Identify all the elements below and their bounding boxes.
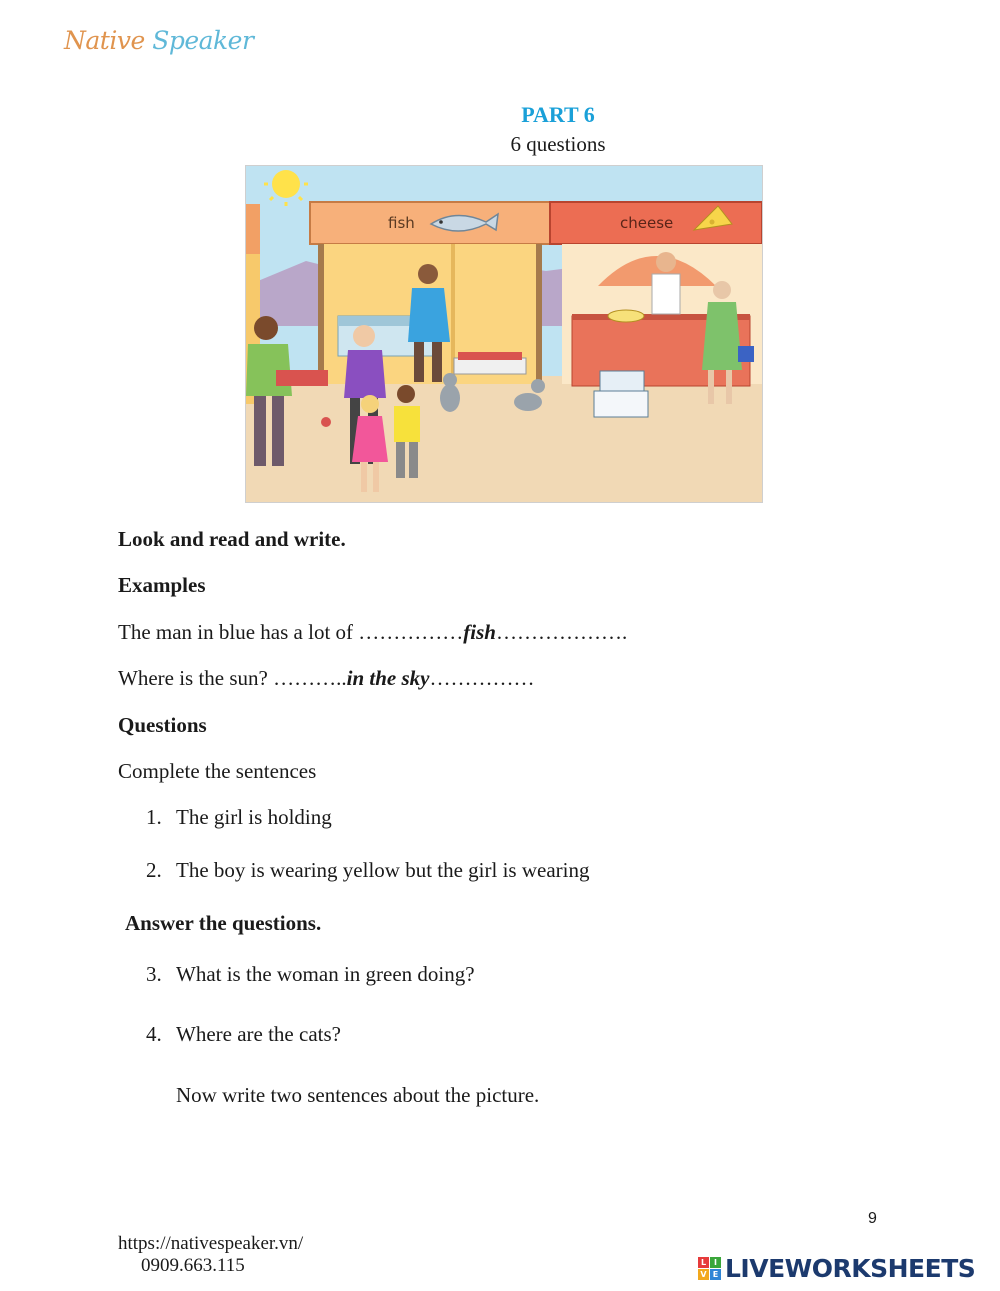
question-2-number: 2. bbox=[146, 858, 162, 882]
page-number: 9 bbox=[868, 1210, 877, 1227]
footer-url[interactable]: https://nativespeaker.vn/ bbox=[118, 1233, 304, 1254]
questions-heading: Questions bbox=[118, 713, 207, 737]
cheese-sign-label: cheese bbox=[620, 214, 674, 232]
apple bbox=[321, 417, 331, 427]
question-4-number: 4. bbox=[146, 1022, 162, 1046]
fish-sign-label: fish bbox=[388, 214, 415, 232]
footer-phone: 0909.663.115 bbox=[141, 1255, 245, 1276]
block-i: I bbox=[710, 1257, 721, 1268]
answer-questions-heading: Answer the questions. bbox=[125, 911, 322, 935]
liveworksheets-text: LIVEWORKSHEETS bbox=[725, 1254, 976, 1283]
question-2 bbox=[146, 858, 590, 883]
examples-heading: Examples bbox=[118, 573, 206, 597]
ground bbox=[246, 376, 762, 502]
question-1-number: 1. bbox=[146, 805, 162, 829]
example-1-dots: ………………. bbox=[495, 620, 628, 644]
question-3 bbox=[146, 962, 475, 987]
market-scene-illustration bbox=[245, 165, 763, 503]
example-2 bbox=[118, 666, 534, 691]
market-scene-svg bbox=[246, 166, 762, 502]
liveworksheets-logo bbox=[698, 1254, 975, 1283]
part-title: PART 6 bbox=[521, 102, 595, 127]
example-2-prompt: Where is the sun? ……….. bbox=[118, 666, 347, 690]
question-2-text: The boy is wearing yellow but the girl is wearing bbox=[176, 858, 590, 882]
block-v: V bbox=[698, 1269, 709, 1280]
block-l: L bbox=[698, 1257, 709, 1268]
cheese-seller bbox=[652, 252, 680, 314]
logo-word-native: Native bbox=[64, 26, 145, 55]
native-speaker-logo bbox=[64, 26, 253, 55]
shopping-bag bbox=[738, 346, 754, 362]
example-2-answer: in the sky bbox=[346, 666, 430, 690]
left-stall-awning bbox=[246, 204, 260, 254]
question-1 bbox=[146, 805, 332, 830]
tomatoes-tray bbox=[276, 370, 328, 386]
write-sentences-prompt: Now write two sentences about the picture. bbox=[176, 1083, 540, 1107]
question-4 bbox=[146, 1022, 341, 1047]
question-1-text: The girl is holding bbox=[176, 805, 332, 829]
example-2-dots: …………… bbox=[429, 666, 535, 690]
example-1-prompt: The man in blue has a lot of …………… bbox=[118, 620, 464, 644]
question-3-number: 3. bbox=[146, 962, 162, 986]
question-4-text: Where are the cats? bbox=[176, 1022, 341, 1046]
question-3-text: What is the woman in green doing? bbox=[176, 962, 475, 986]
liveworksheets-blocks-icon bbox=[698, 1257, 721, 1280]
example-1-answer: fish bbox=[463, 620, 496, 644]
example-1 bbox=[118, 620, 627, 645]
logo-word-speaker: Speaker bbox=[152, 26, 254, 55]
block-e: E bbox=[710, 1269, 721, 1280]
complete-prompt: Complete the sentences bbox=[118, 759, 317, 783]
part-subtitle: 6 questions bbox=[510, 132, 606, 156]
instructions-heading: Look and read and write. bbox=[118, 527, 346, 551]
